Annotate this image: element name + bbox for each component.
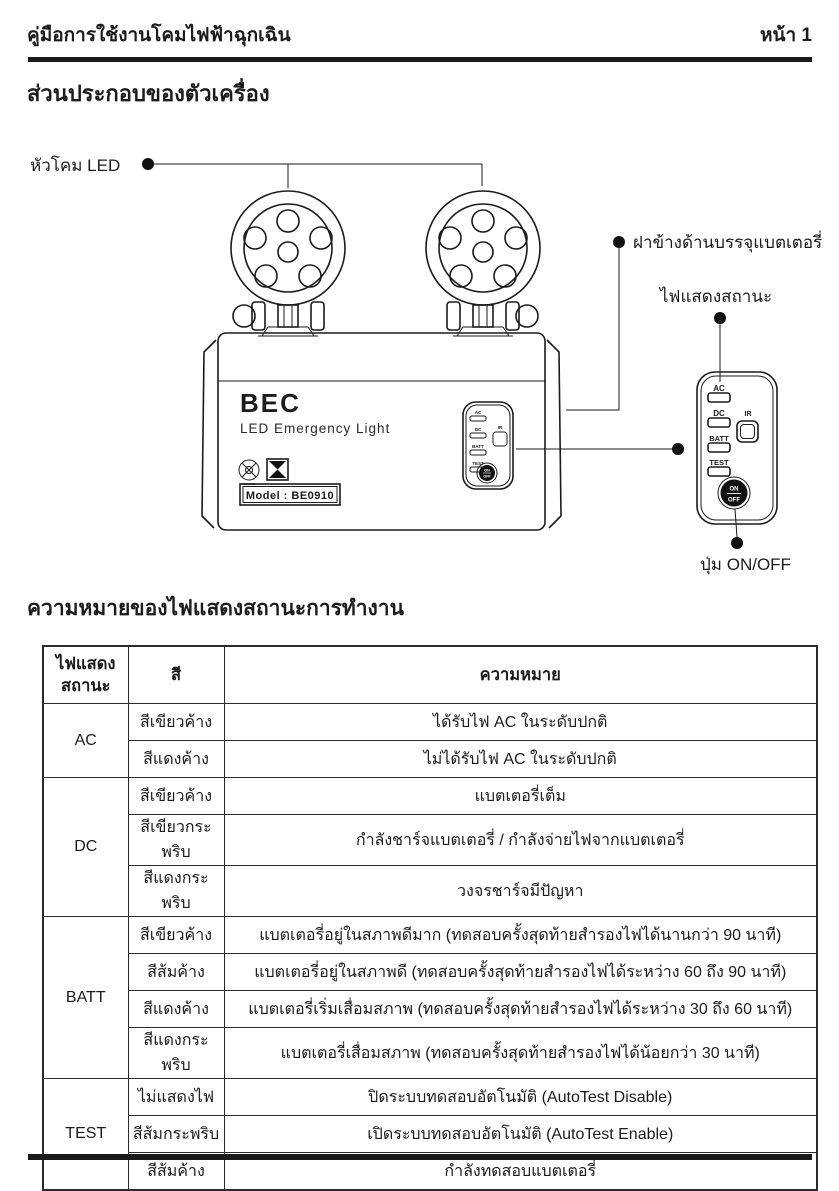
model-plate — [240, 484, 340, 505]
meaning-cell: แบตเตอรี่อยู่ในสภาพดี (ทดสอบครั้งสุดท้ายสำรองไฟได้ระหว่าง 60 ถึง 90 นาที) — [224, 954, 817, 991]
body-left-endcap — [202, 340, 216, 528]
meaning-cell: แบตเตอรี่อยู่ในสภาพดีมาก (ทดสอบครั้งสุดท้ายสำรองไฟได้นานกว่า 90 นาที) — [224, 917, 817, 954]
status-lights-label: ไฟแสดงสถานะ — [659, 287, 773, 306]
table-row — [43, 704, 817, 741]
onoff-button-label: ปุ่ม ON/OFF — [700, 555, 791, 574]
indicator-test: TEST — [43, 1079, 128, 1191]
ac-label: AC — [713, 384, 725, 393]
indicator-ac: AC — [43, 704, 128, 778]
small-ac-label: AC — [474, 410, 482, 415]
ir-label: IR — [744, 411, 752, 418]
color-cell: สีส้มค้าง — [128, 1153, 224, 1191]
col-header-color: สี — [128, 646, 224, 704]
color-cell: สีเขียวค้าง — [128, 778, 224, 815]
small-dc-led — [470, 433, 486, 438]
color-cell: สีแดงค้าง — [128, 991, 224, 1028]
status-table — [42, 645, 818, 1191]
status-panel-small — [463, 402, 513, 489]
callout-line — [566, 248, 619, 410]
lamp-head-left — [231, 191, 345, 336]
meaning-cell: เปิดระบบทดสอบอัตโนมัติ (AutoTest Enable) — [224, 1116, 817, 1153]
color-cell: สีแดงค้าง — [128, 741, 224, 778]
callout-dot — [714, 312, 726, 324]
indicator-dc: DC — [43, 778, 128, 917]
page-number: หน้า 1 — [759, 25, 812, 46]
callout-lamp-head — [30, 155, 482, 188]
small-batt-led — [470, 450, 486, 455]
table-row — [43, 1079, 817, 1116]
product-name: LED Emergency Light — [240, 421, 391, 436]
meaning-cell: แบตเตอรี่เสื่อมสภาพ (ทดสอบครั้งสุดท้ายสำรองไฟได้น้อยกว่า 30 นาที) — [224, 1028, 817, 1079]
meaning-cell: กำลังชาร์จแบตเตอรี่ / กำลังจ่ายไฟจากแบตเตอรี่ — [224, 815, 817, 866]
table-row — [43, 991, 817, 1028]
model-number: Model : BE0910 — [245, 490, 335, 502]
table-row — [43, 866, 817, 917]
small-ir-window — [493, 432, 507, 446]
callout-line — [154, 164, 482, 188]
lamp-head-right — [426, 191, 540, 336]
small-dc-label: DC — [474, 427, 482, 432]
meaning-cell: แบตเตอรี่เริ่มเสื่อมสภาพ (ทดสอบครั้งสุดท้ายสำรองไฟได้ระหว่าง 30 ถึง 60 นาที) — [224, 991, 817, 1028]
color-cell: สีเขียวค้าง — [128, 917, 224, 954]
table-header-row — [43, 646, 817, 704]
device-diagram — [0, 130, 839, 590]
brand-logo: BEC — [240, 388, 301, 418]
small-ac-led — [470, 416, 486, 421]
lamp-bracket-left — [233, 302, 324, 336]
callout-onoff — [700, 509, 791, 575]
svg-text:ON: ON — [484, 468, 490, 473]
color-cell: สีส้มค้าง — [128, 954, 224, 991]
meaning-cell: แบตเตอรี่เต็ม — [224, 778, 817, 815]
table-row — [43, 954, 817, 991]
section-title-components: ส่วนประกอบของตัวเครื่อง — [27, 81, 270, 106]
col-header-indicator: ไฟแสดง สถานะ — [43, 646, 128, 704]
callout-dot — [731, 537, 743, 549]
svg-text:OFF: OFF — [483, 474, 491, 479]
table-row — [43, 1028, 817, 1079]
callout-battery-door — [566, 230, 822, 410]
table-row — [43, 778, 817, 815]
meaning-cell: กำลังทดสอบแบตเตอรี่ — [224, 1153, 817, 1191]
callout-dot — [613, 236, 625, 248]
small-ir-label: IR — [497, 425, 503, 430]
page-header — [27, 20, 812, 50]
batt-led — [708, 443, 730, 452]
test-led — [708, 467, 730, 476]
table-row — [43, 741, 817, 778]
batt-label: BATT — [709, 434, 729, 443]
footer-rule — [28, 1154, 812, 1160]
color-cell: ไม่แสดงไฟ — [128, 1079, 224, 1116]
col-header-meaning: ความหมาย — [224, 646, 817, 704]
on-label: ON — [729, 486, 739, 493]
lamp-head-label: หัวโคม LED — [30, 156, 121, 175]
meaning-cell: ไม่ได้รับไฟ AC ในระดับปกติ — [224, 741, 817, 778]
ac-led — [708, 393, 730, 402]
color-cell: สีแดงกระพริบ — [128, 866, 224, 917]
small-test-label: TEST — [472, 461, 484, 466]
status-panel-enlarged — [697, 372, 777, 524]
meaning-cell: วงจรชาร์จมีปัญหา — [224, 866, 817, 917]
fire-safety-icon — [267, 459, 288, 480]
battery-door-label: ฝาข้างด้านบรรจุแบตเตอรี่ — [633, 233, 823, 252]
color-cell: สีเขียวกระพริบ — [128, 815, 224, 866]
callout-dot — [672, 443, 684, 455]
color-cell: สีส้มกระพริบ — [128, 1116, 224, 1153]
small-batt-label: BATT — [472, 444, 484, 449]
dc-label: DC — [713, 409, 725, 418]
table-row — [43, 815, 817, 866]
color-cell: สีแดงกระพริบ — [128, 1028, 224, 1079]
meaning-cell: ปิดระบบทดสอบอัตโนมัติ (AutoTest Disable) — [224, 1079, 817, 1116]
indicator-batt: BATT — [43, 917, 128, 1079]
body-right-endcap — [547, 340, 561, 528]
lamp-bracket-right — [447, 302, 538, 336]
meaning-cell: ได้รับไฟ AC ในระดับปกติ — [224, 704, 817, 741]
callout-status-lights — [658, 286, 772, 382]
dc-led — [708, 418, 730, 427]
doc-title: คู่มือการใช้งานโคมไฟฟ้าฉุกเฉิน — [27, 25, 291, 46]
color-cell: สีเขียวค้าง — [128, 704, 224, 741]
test-label: TEST — [709, 458, 729, 467]
table-row — [43, 1116, 817, 1153]
table-row — [43, 917, 817, 954]
off-label: OFF — [728, 497, 740, 504]
header-rule — [28, 57, 812, 62]
callout-dot — [142, 158, 154, 170]
section-title-status: ความหมายของไฟแสดงสถานะการทำงาน — [27, 597, 404, 620]
device-body — [202, 333, 561, 530]
panel-zoom-line — [516, 443, 684, 455]
callout-line — [735, 509, 737, 537]
tis-mark-icon — [239, 460, 259, 485]
